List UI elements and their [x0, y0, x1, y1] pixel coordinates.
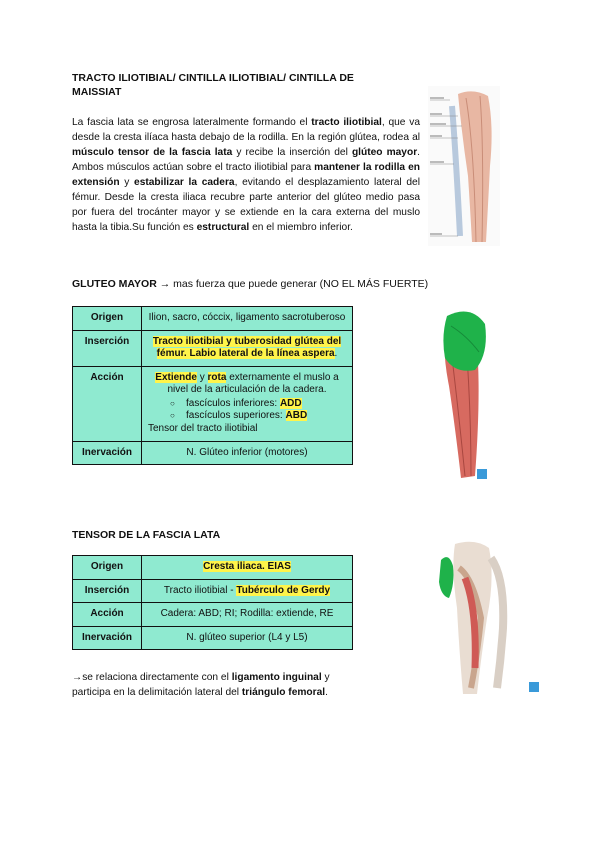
inervacion-label: Inervación — [73, 441, 142, 465]
accion-value: Cadera: ABD; RI; Rodilla: extiende, RE — [142, 603, 353, 627]
insercion-value: Tracto iliotibial - Tubérculo de Gerdy — [142, 579, 353, 603]
table-row — [73, 366, 353, 441]
list-item: ○ fascículos superiores: ABD — [186, 410, 346, 423]
insercion-label: Inserción — [73, 579, 142, 603]
section1-title: TRACTO ILIOTIBIAL/ CINTILLA ILIOTIBIAL/ CINTILLA DE MAISSIAT — [72, 72, 354, 98]
origen-label: Origen — [73, 556, 142, 580]
insercion-label: Inserción — [73, 330, 142, 366]
section3-title: TENSOR DE LA FASCIA LATA — [72, 529, 221, 541]
table-row — [73, 603, 353, 627]
gluteo-mayor-table — [72, 306, 353, 465]
table-row — [73, 441, 353, 465]
table-row — [73, 579, 353, 603]
table-row — [73, 307, 353, 331]
origen-value: Ilion, sacro, cóccix, ligamento sacrotuberoso — [142, 307, 353, 331]
accion-label: Acción — [73, 366, 142, 441]
insercion-value: Tracto iliotibial y tuberosidad glútea del fémur. Labio lateral de la línea aspera. — [142, 330, 353, 366]
list-item: ○ fascículos inferiores: ADD — [186, 398, 346, 411]
table-row — [73, 330, 353, 366]
origen-value: Cresta iliaca. EIAS — [142, 556, 353, 580]
accion-value: Extiende y rota externamente el muslo a nivel de la articulación de la cadera. ○ fascículos inferiores: ADD ○ fascículos superiores: ABD Tensor del tracto iliotibial — [142, 366, 353, 441]
gluteo-mayor-figure — [431, 306, 489, 482]
table-row — [73, 626, 353, 650]
inervacion-value: N. Glúteo inferior (motores) — [142, 441, 353, 465]
section1-paragraph: La fascia lata se engrosa lateralmente formando el tracto iliotibial, que va desde la cresta ilíaca hasta debajo de la rodilla. En la región glútea, rodea al músculo tensor de la fascia lata y recibe la inserción del glúteo mayor. Ambos músculos actúan sobre el tracto iliotibial para mantener la rodilla en extensión y estabilizar la cadera, evitando el desplazamiento lateral del fémur. Desde la cresta iliaca recubre parte anterior del glúteo medio pasa por fuera del trocánter mayor y se extiende en la cara externa del muslo hasta la tibia.Su función es estructural en el miembro inferior. — [72, 117, 421, 233]
section2-title: GLUTEO MAYOR → mas fuerza que puede generar (NO EL MÁS FUERTE) — [72, 278, 429, 290]
iliotibial-tract-figure — [428, 86, 500, 246]
tensor-fascia-lata-table — [72, 555, 353, 650]
inervacion-label: Inervación — [73, 626, 142, 650]
inervacion-value: N. glúteo superior (L4 y L5) — [142, 626, 353, 650]
origen-label: Origen — [73, 307, 142, 331]
accion-label: Acción — [73, 603, 142, 627]
table-row — [73, 556, 353, 580]
tensor-fascia-lata-figure — [425, 538, 542, 696]
section3-note: →se relaciona directamente con el ligamento inguinal y participa en la delimitación lateral del triángulo femoral. — [72, 672, 330, 698]
